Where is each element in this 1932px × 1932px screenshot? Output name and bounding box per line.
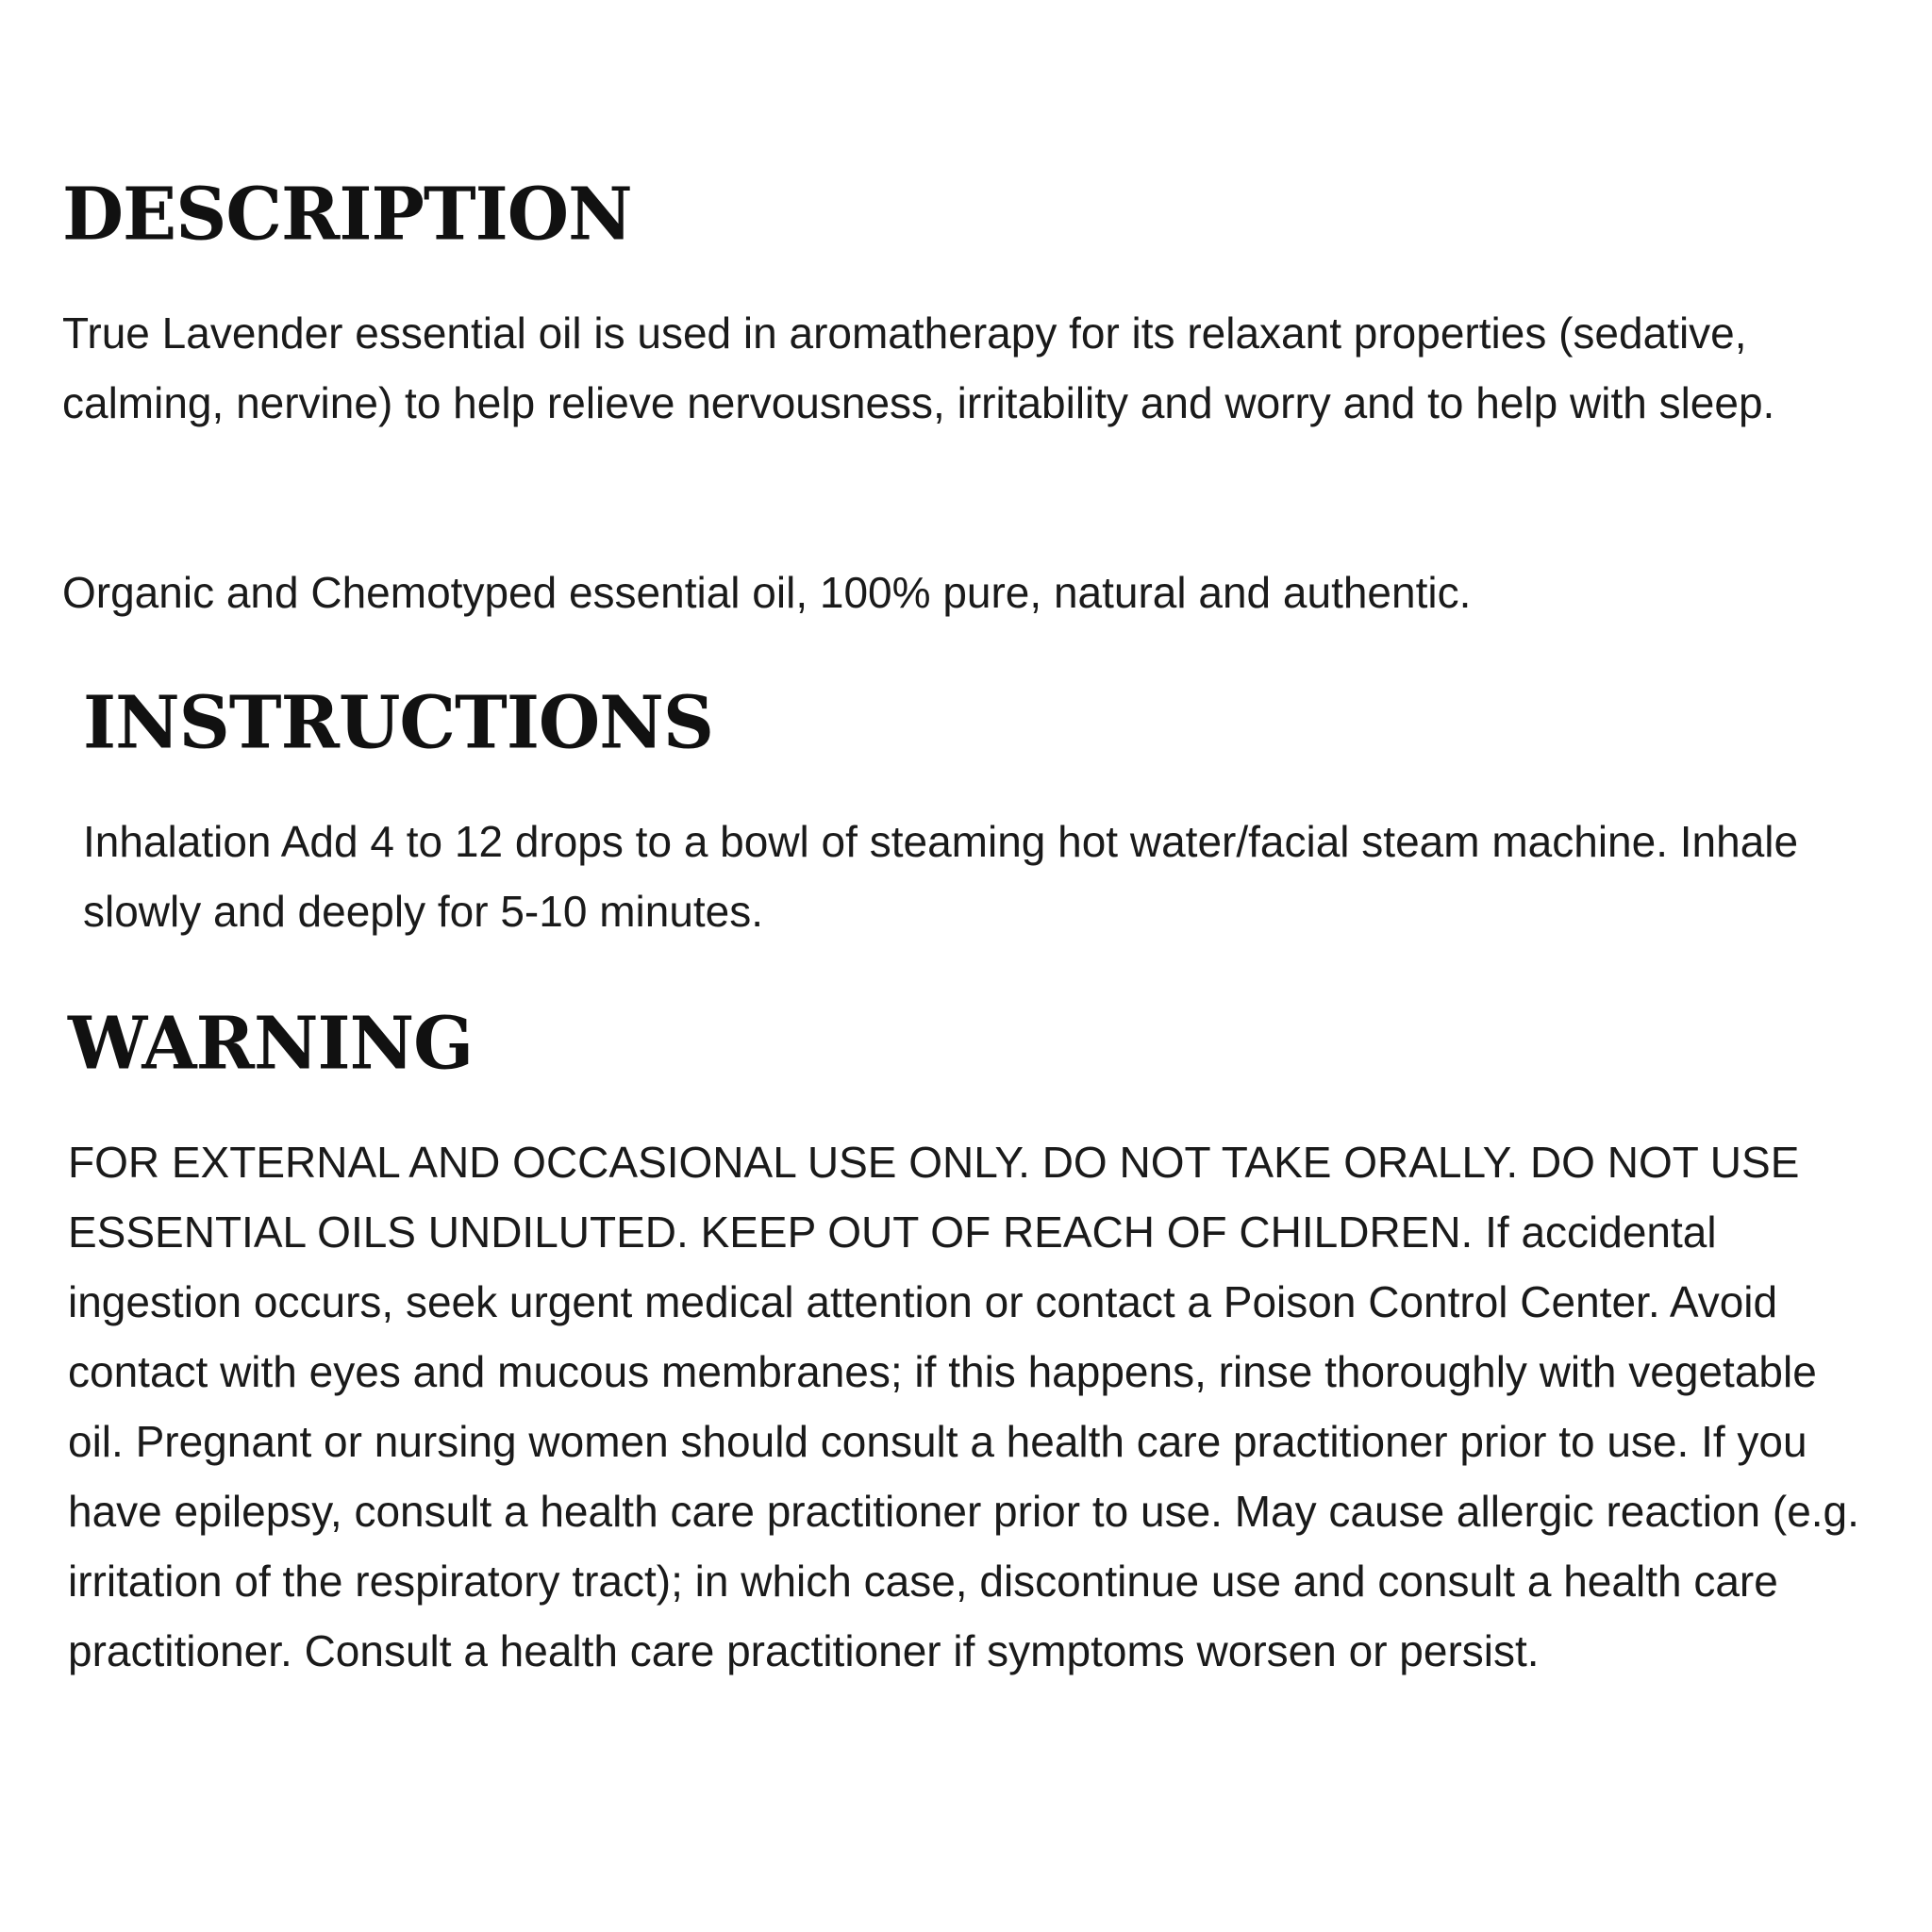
description-purity-paragraph: Organic and Chemotyped essential oil, 100% pure, natural and authentic. xyxy=(62,568,1472,617)
instructions-heading: INSTRUCTIONS xyxy=(83,680,713,765)
warning-paragraph: FOR EXTERNAL AND OCCASIONAL USE ONLY. DO NOT TAKE ORALLY. DO NOT USE ESSENTIAL OILS UNDILUTED. KEEP OUT OF REACH OF CHILDREN. If accidental ingestion occurs, seek urgent medical attention or contact a Poison Control Center. Avoid contact with eyes and mucous membranes; if this happens, rinse thoroughly with vegetable oil. Pregnant or nursing women should consult a health care practitioner prior to use. If you have epilepsy, consult a health care practitioner prior to use. May cause allergic reaction (e.g. irritation of the respiratory tract); in which case, discontinue use and consult a health care practitioner. Consult a health care practitioner if symptoms worsen or persist. xyxy=(68,1138,1859,1675)
warning-heading: WARNING xyxy=(68,1001,474,1086)
instructions-paragraph: Inhalation Add 4 to 12 drops to a bowl of steaming hot water/facial steam machine. Inhale slowly and deeply for 5-10 minutes. xyxy=(83,817,1799,936)
description-paragraph: True Lavender essential oil is used in aromatherapy for its relaxant properties (sedative, calming, nervine) to help relieve nervousness, irritability and worry and to help with sleep. xyxy=(62,308,1775,427)
description-heading: DESCRIPTION xyxy=(62,172,632,257)
